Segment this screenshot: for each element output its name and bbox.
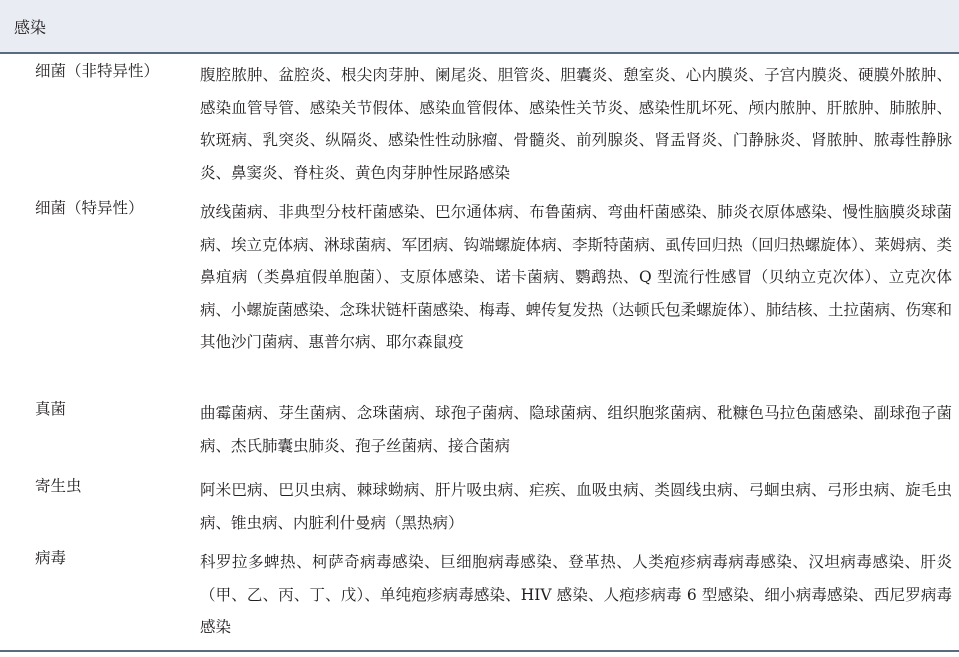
header-title: 感染	[14, 17, 47, 37]
row-category: 病毒	[35, 549, 67, 567]
row-category: 真菌	[35, 400, 67, 418]
table-row-bacteria-specific	[0, 196, 959, 359]
table-row-viruses	[0, 546, 959, 644]
table-header	[0, 0, 959, 54]
table-row-fungi	[0, 397, 959, 462]
row-category: 细菌（非特异性）	[35, 62, 160, 80]
row-content: 阿米巴病、巴贝虫病、棘球蚴病、肝片吸虫病、疟疾、血吸虫病、类圆线虫病、弓蛔虫病、弓形虫病、旋毛虫病、锥虫病、内脏利什曼病（黑热病）	[200, 481, 952, 532]
table-row-bacteria-nonspecific	[0, 59, 959, 189]
row-category: 细菌（特异性）	[35, 199, 144, 217]
row-content: 科罗拉多蜱热、柯萨奇病毒感染、巨细胞病毒感染、登革热、人类疱疹病毒病毒感染、汉坦病毒感染、肝炎（甲、乙、丙、丁、戊）、单纯疱疹病毒感染、HIV 感染、人疱疹病毒 6 型感染、细小病毒感染、西尼罗病毒感染	[200, 553, 952, 637]
row-content: 放线菌病、非典型分枝杆菌感染、巴尔通体病、布鲁菌病、弯曲杆菌感染、肺炎衣原体感染、慢性脑膜炎球菌病、埃立克体病、淋球菌病、军团病、钩端螺旋体病、李斯特菌病、虱传回归热（回归热螺旋体）、莱姆病、类鼻疽病（类鼻疽假单胞菌）、支原体感染、诺卡菌病、鹦鹉热、Q 型流行性感冒（贝纳立克次体）、立克次体病、小螺旋菌感染、念珠状链杆菌感染、梅毒、蜱传复发热（达顿氏包柔螺旋体）、肺结核、土拉菌病、伤寒和其他沙门菌病、惠普尔病、耶尔森鼠疫	[200, 203, 952, 352]
row-content: 腹腔脓肿、盆腔炎、根尖肉芽肿、阑尾炎、胆管炎、胆囊炎、憩室炎、心内膜炎、子宫内膜炎、硬膜外脓肿、感染血管导管、感染关节假体、感染血管假体、感染性关节炎、感染性肌坏死、颅内脓肿、肝脓肿、肺脓肿、软斑病、乳突炎、纵隔炎、感染性性动脉瘤、骨髓炎、前列腺炎、肾盂肾炎、门静脉炎、肾脓肿、脓毒性静脉炎、鼻窦炎、脊柱炎、黄色肉芽肿性尿路感染	[200, 66, 952, 182]
row-content: 曲霉菌病、芽生菌病、念珠菌病、球孢子菌病、隐球菌病、组织胞浆菌病、秕糠色马拉色菌感染、副球孢子菌病、杰氏肺囊虫肺炎、孢子丝菌病、接合菌病	[200, 404, 952, 455]
table-bottom-rule	[0, 650, 959, 652]
table-row-parasites	[0, 474, 959, 539]
row-category: 寄生虫	[35, 477, 82, 495]
